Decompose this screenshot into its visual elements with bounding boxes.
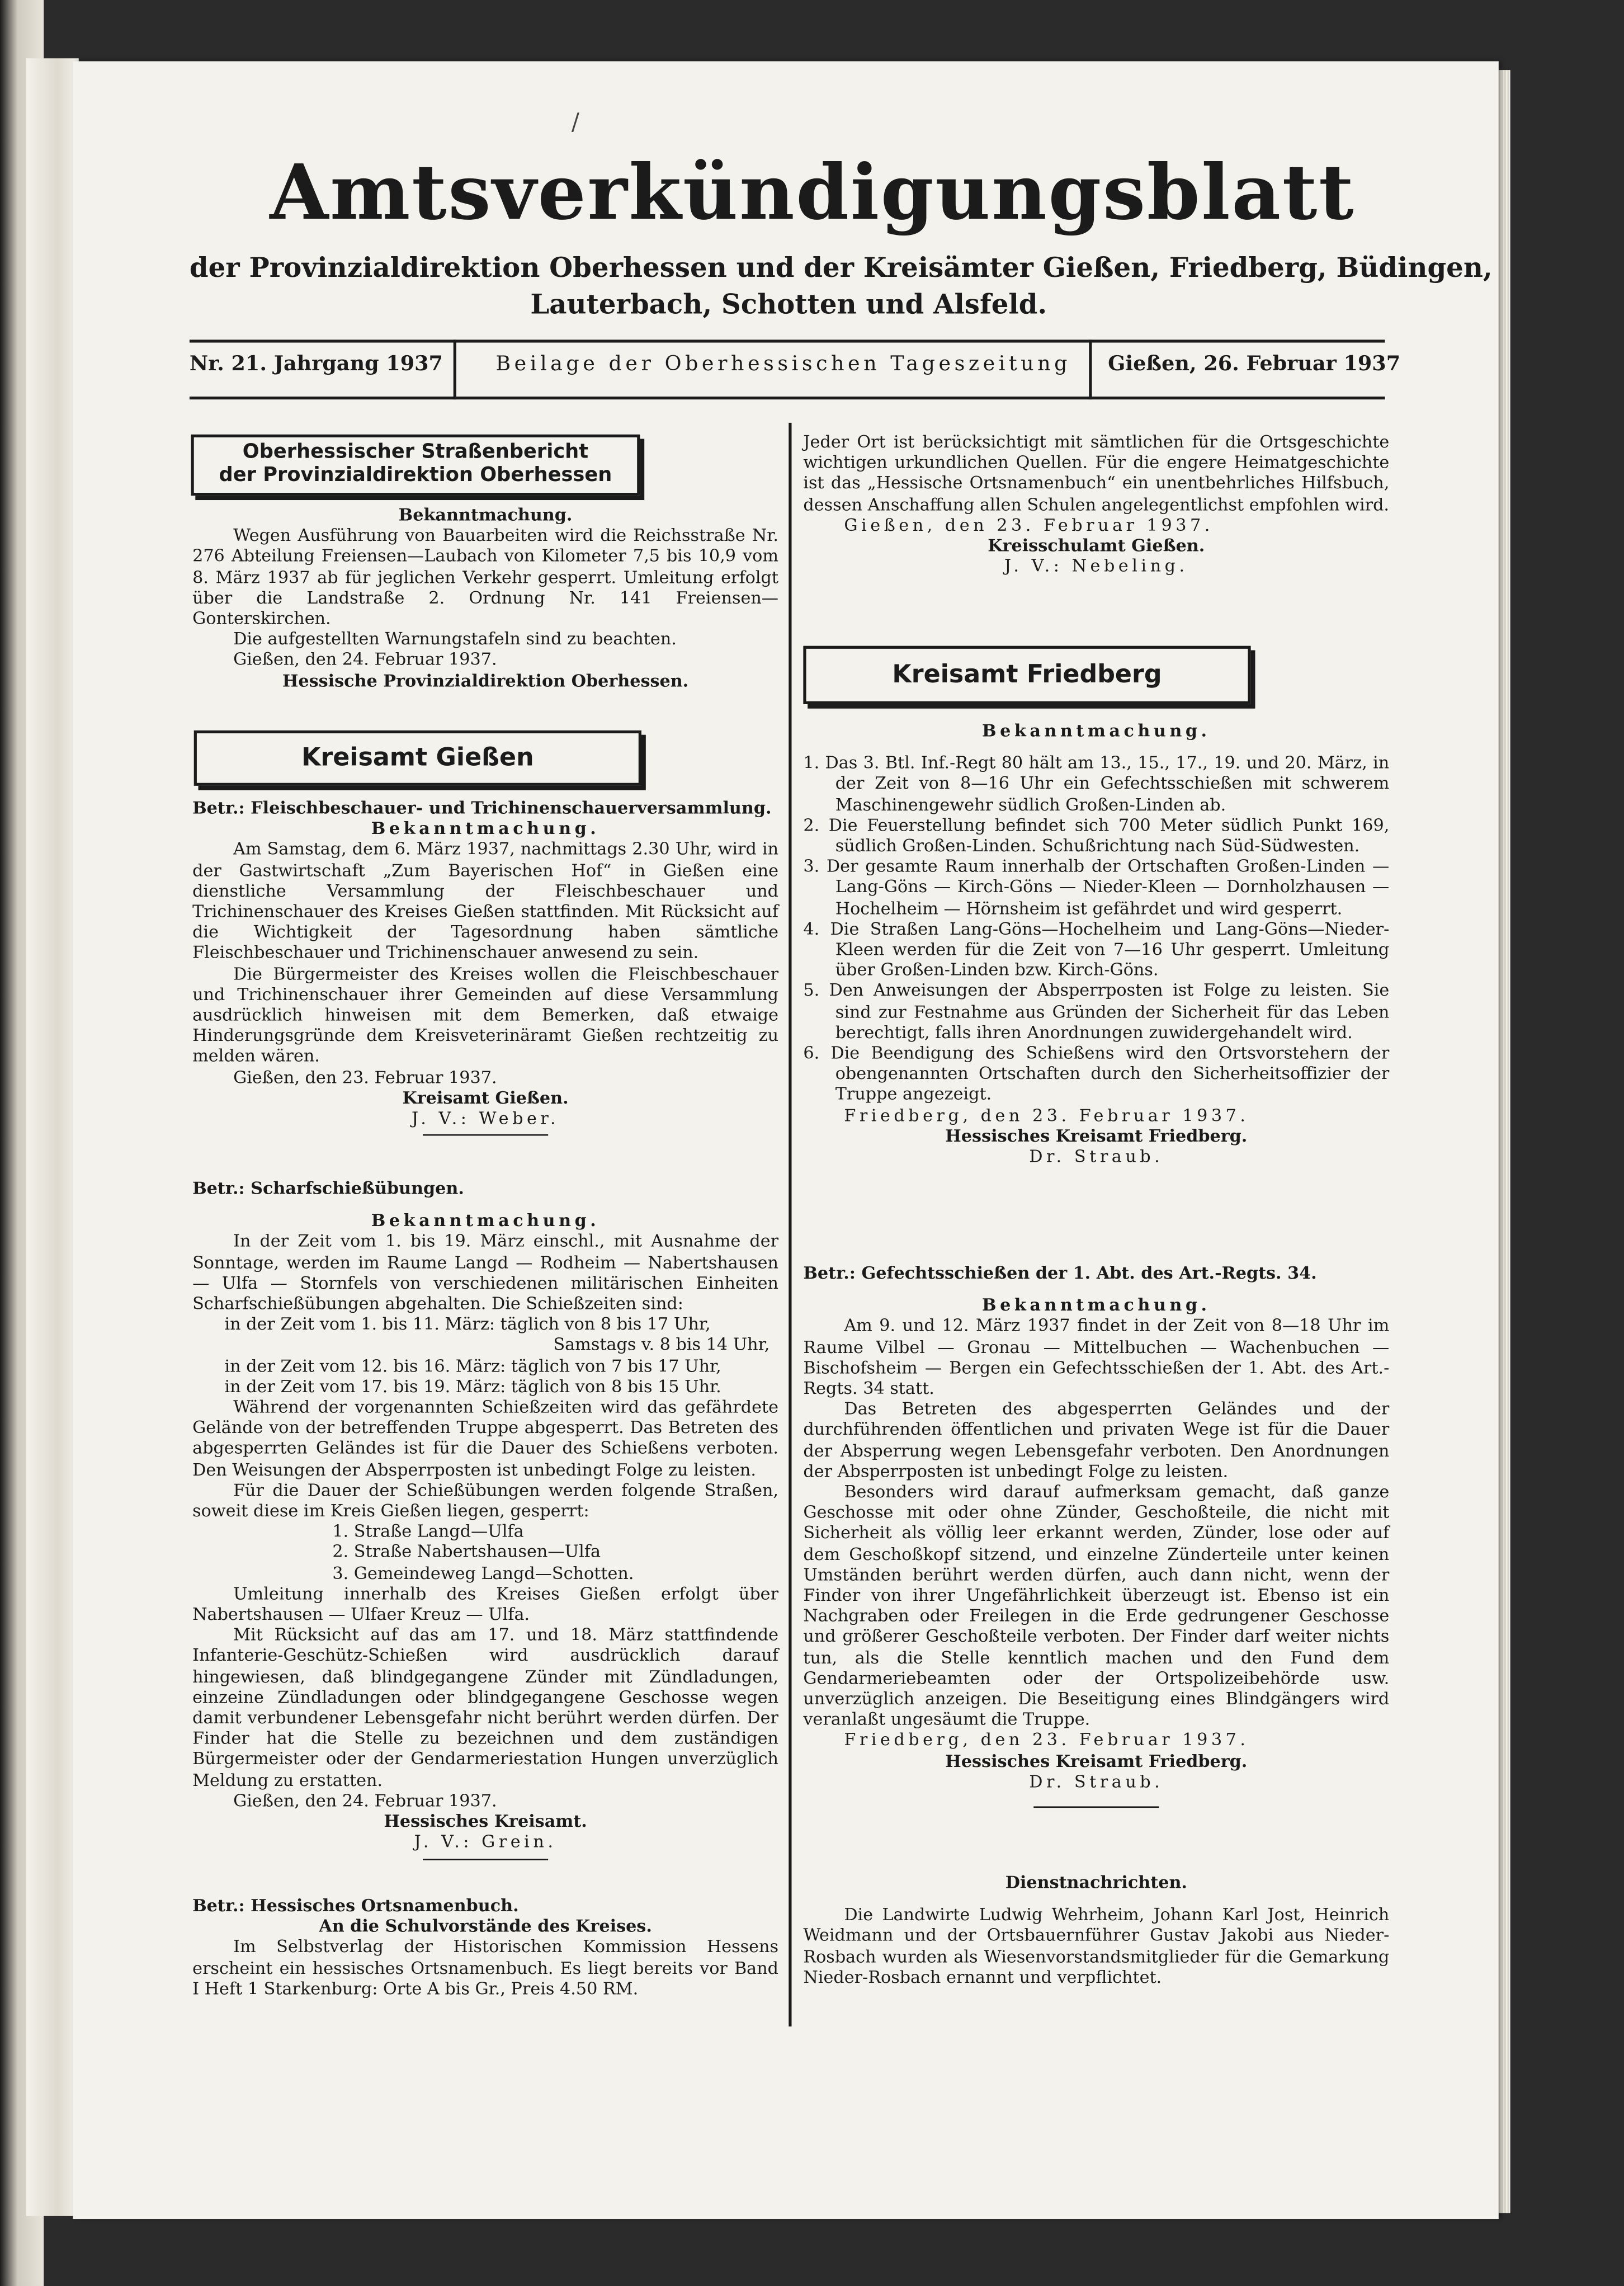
numbered-list <box>803 752 1389 1104</box>
signature-rule <box>423 1858 548 1860</box>
signature-rule <box>1033 1807 1159 1808</box>
paragraph: Die aufgestellten Warnungstafeln sind zu beachten. <box>233 628 677 649</box>
section-dienstnachrichten <box>803 1872 1389 1987</box>
paragraph: Am 9. und 12. März 1937 findet in der Zeit von 8—18 Uhr im Raume Vilbel — Gronau — Mittelbuchen — Wachenbuchen — Bischofsheim — Bergen ein Gefechtsschießen der 1. Abt. des Art.-Regts. 34 statt. <box>803 1316 1390 1398</box>
authority-line: Hessisches Kreisamt Friedberg. <box>945 1125 1248 1146</box>
page-stack-edge <box>1499 70 1510 2213</box>
list-item: 4. Die Straßen Lang-Göns—Hochelheim und Lang-Göns—Nieder-Kleen werden für die Zeit von 7—16 Uhr gesperrt. Umleitung über Großen-Linden bzw. Kirch-Göns. <box>803 918 1390 981</box>
signer-line: J. V.: Weber. <box>412 1108 560 1129</box>
paragraph: Die Bürgermeister des Kreises wollen die Fleischbeschauer und Trichinenschauer ihrer Gemeinden auf diese Versammlung ausdrücklich hinweisen mit dem Bemerken, daß etwaige Hinderungsgründe dem Kreisveterinäramt Gießen rechtzeitig zu melden wären. <box>192 963 779 1067</box>
date-line: Gießen, den 24. Februar 1937. <box>233 1790 497 1811</box>
betr-line: Betr.: Scharfschießübungen. <box>192 1178 464 1199</box>
schedule-line: in der Zeit vom 12. bis 16. März: täglich von 7 bis 17 Uhr, <box>224 1355 721 1376</box>
authority-line: Kreisamt Gießen. <box>402 1087 569 1108</box>
signer-line: Dr. Straub. <box>1029 1771 1164 1792</box>
list-item: 1. Das 3. Btl. Inf.-Regt 80 hält am 13., 15., 17., 19. und 20. März, in der Zeit von 8—16 Uhr ein Gefechtsschießen mit schwerem Maschinengewehr südlich Großen-Linden ab. <box>803 752 1390 815</box>
signature-rule <box>423 1135 548 1137</box>
paragraph: Wegen Ausführung von Bauarbeiten wird die Reichsstraße Nr. 276 Abteilung Freiensen—Laubach von Kilometer 7,5 bis 10,9 vom 8. März 1937 ab für jeglichen Verkehr gesperrt. Umleitung erfolgt über die Landstraße 2. Ordnung Nr. 141 Freiensen—Gonterskirchen. <box>192 525 779 629</box>
masthead-rule-bottom <box>190 397 1385 399</box>
authority-line: Hessisches Kreisamt Friedberg. <box>945 1750 1248 1771</box>
authority-line: Hessische Provinzialdirektion Oberhessen. <box>282 670 689 691</box>
paragraph: Umleitung innerhalb des Kreises Gießen erfolgt über Nabertshausen — Ulfaer Kreuz — Ulfa. <box>192 1583 779 1624</box>
road-list <box>192 1521 778 1583</box>
heading-bekanntmachung: Bekanntmachung. <box>371 1210 600 1231</box>
list-item: 6. Die Beendigung des Schießens wird den Ortsvorstehern der obengenannten Ortschaften durch den Sicherheitsoffizier der Truppe angezeigt. <box>803 1042 1390 1105</box>
authority-line: Hessisches Kreisamt. <box>384 1811 587 1832</box>
paragraph: Am Samstag, dem 6. März 1937, nachmittags 2.30 Uhr, wird in der Gastwirtschaft „Zum Bayerischen Hof“ in Gießen eine dienstliche Versammlung der Fleischbeschauer und Trichinenschauer des Kreises Gießen stattfinden. Mit Rücksicht auf die Wichtigkeit der Tagesordnung haben sämtliche Fleischbeschauer und Trichinenschauer anwesend zu sein. <box>192 838 779 963</box>
heading-schulvorstaende: An die Schulvorstände des Kreises. <box>319 1916 652 1936</box>
schedule-line: in der Zeit vom 1. bis 11. März: täglich von 8 bis 17 Uhr, <box>224 1314 711 1335</box>
box-strassenbericht <box>191 435 640 496</box>
issue-number: Nr. 21. Jahrgang 1937 <box>189 352 443 376</box>
section-ortsnamenbuch-continued <box>803 432 1389 577</box>
box-kreisamt-friedberg: Kreisamt Friedberg <box>803 646 1250 704</box>
list-item: 3. Der gesamte Raum innerhalb der Ortschaften Großen-Linden — Lang-Göns — Kirch-Göns — Nieder-Kleen — Dornholzhausen — Hochelheim — Hörnsheim ist gefährdet und wird gesperrt. <box>803 856 1390 918</box>
box-strassenbericht-line1: Oberhessischer Straßenbericht <box>242 440 589 464</box>
masthead-subtitle-line1: der Provinzialdirektion Oberhessen und der Kreisämter Gießen, Friedberg, Büdingen, <box>189 253 1493 285</box>
schedule <box>192 1314 778 1397</box>
signer-line: Dr. Straub. <box>1029 1146 1164 1167</box>
road-item: 3. Gemeindeweg Langd—Schotten. <box>332 1562 634 1583</box>
place-date: Gießen, 26. Februar 1937 <box>1108 352 1401 376</box>
masthead-rule-top <box>190 340 1385 342</box>
paragraph: Die Landwirte Ludwig Wehrheim, Johann Karl Jost, Heinrich Weidmann und der Ortsbauernführer Gustav Jakobi aus Nieder-Rosbach wurden als Wiesenvorstandsmitglieder für die Gemarkung Nieder-Rosbach ernannt und verpflichtet. <box>803 1904 1390 1987</box>
supplement-title: Beilage der Oberhessischen Tageszeitung <box>495 352 1071 376</box>
paragraph: Während der vorgenannten Schießzeiten wird das gefährdete Gelände von der betreffenden Truppe abgesperrt. Das Betreten des abgesperrten Geländes ist für die Dauer des Schießens verboten. Den Weisungen der Absperrposten ist unbedingt Folge zu leisten. <box>192 1397 779 1479</box>
paragraph: Im Selbstverlag der Historischen Kommission Hessens erscheint ein hessisches Ortsnamenbuch. Es liegt bereits vor Band I Heft 1 Starkenburg: Orte A bis Gr., Preis 4.50 RM. <box>192 1936 779 1999</box>
masthead-divider-right <box>1089 340 1092 399</box>
authority-line: Kreisschulamt Gießen. <box>988 535 1205 556</box>
heading-bekanntmachung: Bekanntmachung. <box>398 504 573 525</box>
heading-dienstnachrichten: Dienstnachrichten. <box>1005 1872 1187 1893</box>
book-binding <box>26 58 79 2216</box>
masthead-subtitle-line2: Lauterbach, Schotten und Alsfeld. <box>530 290 1047 321</box>
date-line: Friedberg, den 23. Februar 1937. <box>844 1104 1249 1125</box>
paragraph: Mit Rücksicht auf das am 17. und 18. März stattfindende Infanterie-Geschütz-Schießen wird ausdrücklich darauf hingewiesen, daß blindgegangene Zünder mit Zündladungen, einzeine Zündladungen oder blindgegangene Geschosse wegen damit verbundener Lebensgefahr nicht berührt werden dürfen. Der Finder hat die Stelle zu bezeichnen und dem zuständigen Bürgermeister oder der Gendarmeriestation Hungen unverzüglich Meldung zu erstatten. <box>192 1624 779 1790</box>
section-scharfschiessuebungen <box>192 1178 778 1860</box>
date-line: Gießen, den 23. Februar 1937. <box>233 1067 497 1087</box>
masthead-divider-left <box>454 340 456 399</box>
road-item: 1. Straße Langd—Ulfa <box>332 1521 524 1542</box>
section-ortsnamenbuch <box>192 1895 778 1999</box>
list-item: 2. Die Feuerstellung befindet sich 700 Meter südlich Punkt 169, südlich Großen-Linden. Schußrichtung nach Süd-Südwesten. <box>803 814 1390 856</box>
paragraph: Das Betreten des abgesperrten Geländes und der durchführenden öffentlichen und privaten Wege ist für die Dauer der Absperrung wegen Lebensgefahr verboten. Den Anordnungen der Absperrposten ist unbedingt Folge zu leisten. <box>803 1398 1390 1481</box>
box-kreisamt-giessen: Kreisamt Gießen <box>194 730 641 786</box>
date-line: Gießen, den 24. Februar 1937. <box>233 649 497 670</box>
betr-line: Betr.: Gefechtsschießen der 1. Abt. des Art.-Regts. 34. <box>803 1262 1317 1283</box>
section-strassenbericht <box>192 505 778 691</box>
date-line: Gießen, den 23. Februar 1937. <box>844 514 1214 535</box>
schedule-line: Samstags v. 8 bis 14 Uhr, <box>553 1335 770 1355</box>
signer-line: J. V.: Grein. <box>414 1831 557 1853</box>
list-item: 5. Den Anweisungen der Absperrposten ist Folge zu leisten. Sie sind zur Festnahme aus Gründen der Sicherheit für das Leben berechtigt, falls ihren Anordnungen zuwidergehandelt wird. <box>803 980 1390 1043</box>
road-item: 2. Straße Nabertshausen—Ulfa <box>332 1542 601 1562</box>
paragraph: In der Zeit vom 1. bis 19. März einschl., mit Ausnahme der Sonntage, werden im Raume Langd — Rodheim — Nabertshausen — Ulfa — Stornfels von verschiedenen militärischen Einheiten Scharfschießübungen abgehalten. Die Schießzeiten sind: <box>192 1231 779 1314</box>
heading-bekanntmachung: Bekanntmachung. <box>982 720 1211 741</box>
paragraph: Besonders wird darauf aufmerksam gemacht, daß ganze Geschosse mit oder ohne Zünder, Geschoßteile, die nicht mit Sicherheit als völlig leer erkannt werden, Zünder, lose oder auf dem Geschoßkopf sitzend, und einzelne Zünderteile unter keinen Umständen berührt werden dürfen, auch dann nicht, wenn der Finder von ihrer Ungefährlichkeit überzeugt ist. Ebenso ist ein Nachgraben oder Freilegen in die Erde gedrungener Geschosse und größerer Geschoßteile verboten. Der Finder darf weiter nichts tun, als die Stelle kenntlich machen und den Fund dem Gendarmeriebeamten oder der Ortspolizeibehörde usw. unverzüglich anzeigen. Die Beseitigung eines Blindgängers wird veranlaßt ungesäumt die Truppe. <box>803 1481 1390 1730</box>
box-strassenbericht-line2: der Provinzialdirektion Oberhessen <box>219 463 612 487</box>
paragraph: Jeder Ort ist berücksichtigt mit sämtlichen für die Ortsgeschichte wichtigen urkundlichen Quellen. Für die engere Heimatgeschichte ist das „Hessische Ortsnamenbuch“ ein unentbehrliches Hilfsbuch, dessen Anschaffung allen Schulen angelegentlichst empfohlen wird. <box>803 431 1390 515</box>
betr-line: Betr.: Fleischbeschauer- und Trichinenschauerversammlung. <box>192 797 772 818</box>
heading-bekanntmachung: Bekanntmachung. <box>982 1295 1211 1316</box>
section-fleischbeschauer <box>192 798 778 1136</box>
pencil-mark: / <box>571 107 579 136</box>
section-gefechtsschiessen-artillerie <box>803 1262 1389 1808</box>
section-gefechtsschiessen-mg <box>803 720 1389 1167</box>
signer-line: J. V.: Nebeling. <box>1004 555 1188 577</box>
column-divider <box>789 423 791 2026</box>
schedule-line: in der Zeit vom 17. bis 19. März: täglich von 8 bis 15 Uhr. <box>224 1376 721 1397</box>
masthead-title: Amtsverkündigungsblatt <box>270 148 1356 238</box>
heading-bekanntmachung: Bekanntmachung. <box>371 818 600 839</box>
date-line: Friedberg, den 23. Februar 1937. <box>844 1729 1249 1751</box>
paragraph: Für die Dauer der Schießübungen werden folgende Straßen, soweit diese im Kreis Gießen liegen, gesperrt: <box>192 1479 779 1521</box>
betr-line: Betr.: Hessisches Ortsnamenbuch. <box>192 1895 519 1916</box>
